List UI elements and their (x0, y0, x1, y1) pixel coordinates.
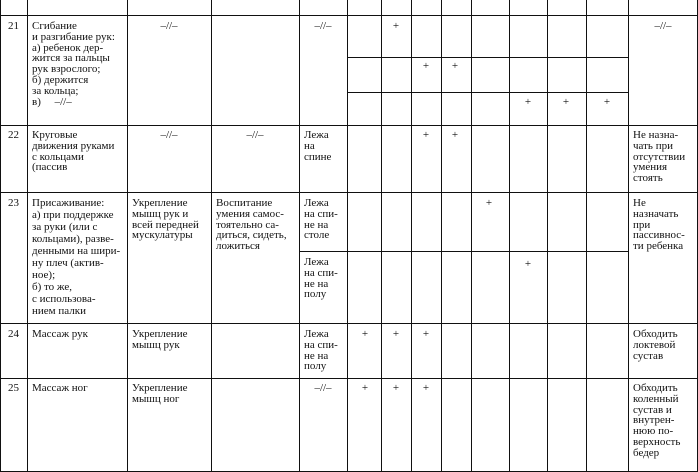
note-text-line: чать при (633, 139, 673, 152)
note-text-line: Обходить (633, 382, 678, 394)
table-rule (547, 0, 548, 472)
plus-mark: + (422, 328, 430, 340)
exercise-text-line: Массаж рук (32, 328, 88, 340)
position-text-line: Лежа (304, 197, 329, 209)
exercise-text-line: б) то же, (32, 281, 73, 293)
row-number: 21 (8, 20, 19, 32)
note-text-line: внутрен- (633, 414, 675, 427)
note-text-line: при (633, 218, 651, 231)
plus-mark: + (524, 258, 532, 270)
table-rule (347, 0, 348, 472)
exercise-text-line: нием палки (32, 305, 86, 317)
position-text-line: не на (304, 218, 329, 231)
exercise-text-line: а) при поддержке (32, 209, 114, 221)
note-text-line: сустав (633, 349, 664, 362)
task-text-line: ложиться (216, 240, 260, 253)
purpose-text-line: мускулатуры (132, 229, 193, 242)
exercise-text-line: ну плеч (актив- (32, 257, 104, 269)
exercise-text-line: с кольцами (32, 150, 84, 163)
exercise-text-line: Круговые (32, 129, 78, 141)
note-text-line: коленный (633, 392, 679, 405)
plus-mark: + (392, 382, 400, 394)
table-rule (411, 0, 412, 472)
plus-mark: + (422, 382, 430, 394)
task-text-line: умения самос- (216, 207, 284, 220)
plus-mark: + (562, 96, 570, 108)
note-text-line: бедер (633, 446, 660, 459)
note-text-line: ти ребенка (633, 240, 684, 253)
table-rule (381, 0, 382, 472)
purpose-text-line: всей передней (132, 218, 199, 231)
note-text-line: сустав и (633, 403, 672, 416)
row-number: 23 (8, 197, 19, 209)
exercise-text-line: с использова- (32, 293, 96, 305)
note-text-line: локтевой (633, 338, 676, 351)
exercise-text-line: Сгибание (32, 20, 77, 32)
table-rule (628, 0, 629, 472)
position-text-line: на спи- (304, 207, 338, 220)
position-text-line: Лежа (304, 129, 329, 141)
plus-mark: + (524, 96, 532, 108)
table-rule (27, 0, 28, 472)
purpose-text-line: Укрепление (132, 382, 188, 394)
position-text-line: Лежа (304, 256, 329, 268)
position-text-line: спине (304, 150, 332, 163)
task-text-line: Воспитание (216, 197, 273, 209)
exercise-text-line: в) –//– (32, 95, 72, 108)
exercise-text-line: ное); (32, 269, 56, 281)
purpose-text-line: Укрепление (132, 328, 188, 340)
note-text-line: стоять (633, 172, 663, 185)
position-text-line: не на (304, 277, 329, 290)
note-text-line: Не назна- (633, 129, 679, 141)
plus-mark: + (451, 129, 459, 141)
table-rule (509, 0, 510, 472)
exercise-text-line: кольцами), разве- (32, 233, 114, 245)
note-text-line: –//– (654, 20, 672, 32)
plus-mark: + (485, 197, 493, 209)
plus-mark: + (392, 20, 400, 32)
note-text-line: нюю по- (633, 425, 674, 438)
exercise-text-line: Присаживание: (32, 197, 105, 209)
position-text-line: на спи- (304, 266, 338, 279)
exercise-text-line: жится за пальцы (32, 52, 110, 65)
exercise-text-line: движения руками (32, 139, 115, 152)
plus-mark: + (422, 60, 430, 72)
table-rule (0, 15, 698, 16)
position-text-line: полу (304, 288, 327, 301)
task-text-line: диться, сидеть, (216, 229, 287, 242)
table-rule (0, 192, 698, 193)
position-text-line: не на (304, 349, 329, 362)
note-text-line: Обходить (633, 328, 678, 340)
plus-mark: + (451, 60, 459, 72)
position-text-line: на спи- (304, 338, 338, 351)
exercise-text-line: б) держится (32, 74, 89, 86)
table-rule (0, 0, 1, 472)
purpose-text-line: мышц ног (132, 392, 180, 405)
purpose-text-line: –//– (160, 129, 178, 141)
plus-mark: + (361, 328, 369, 340)
exercise-text-line: а) ребенок дер- (32, 41, 104, 54)
position-text-line: –//– (314, 20, 332, 32)
note-text-line: умения (633, 161, 668, 174)
table-rule (127, 0, 128, 472)
note-text-line: пассивнос- (633, 229, 685, 242)
note-text-line: верхность (633, 436, 681, 448)
exercise-text-line: (пассив (32, 161, 68, 174)
task-text-line: тоятельно са- (216, 218, 279, 231)
note-text-line: назначать (633, 207, 679, 220)
table-rule (299, 0, 300, 472)
position-text-line: на (304, 139, 315, 152)
note-text-line: отсутствии (633, 150, 686, 163)
table-rule (0, 323, 698, 324)
position-text-line: столе (304, 229, 330, 242)
exercise-text-line: денными на шири- (32, 245, 121, 257)
plus-mark: + (392, 328, 400, 340)
table-rule (586, 0, 587, 472)
position-text-line: Лежа (304, 328, 329, 340)
purpose-text-line: мышц рук и (132, 207, 189, 220)
task-text-line: –//– (246, 129, 264, 141)
purpose-text-line: –//– (160, 20, 178, 32)
exercise-text-line: за кольца; (32, 84, 79, 97)
plus-mark: + (422, 129, 430, 141)
purpose-text-line: мышц рук (132, 338, 180, 351)
table-rule (0, 125, 698, 126)
plus-mark: + (361, 382, 369, 394)
row-number: 24 (8, 328, 19, 340)
exercise-text-line: за руки (или с (32, 221, 98, 233)
table-rule (0, 378, 698, 379)
table-rule (299, 251, 629, 252)
purpose-text-line: Укрепление (132, 197, 188, 209)
plus-mark: + (603, 96, 611, 108)
position-text-line: –//– (314, 382, 332, 394)
position-text-line: полу (304, 360, 327, 373)
row-number: 25 (8, 382, 19, 394)
table-rule (441, 0, 442, 472)
row-number: 22 (8, 129, 19, 141)
exercise-text-line: и разгибание рук: (32, 30, 115, 43)
exercise-text-line: рук взрослого; (32, 63, 101, 76)
table-rule (471, 0, 472, 472)
note-text-line: Не (633, 197, 646, 209)
exercise-text-line: Массаж ног (32, 382, 88, 394)
